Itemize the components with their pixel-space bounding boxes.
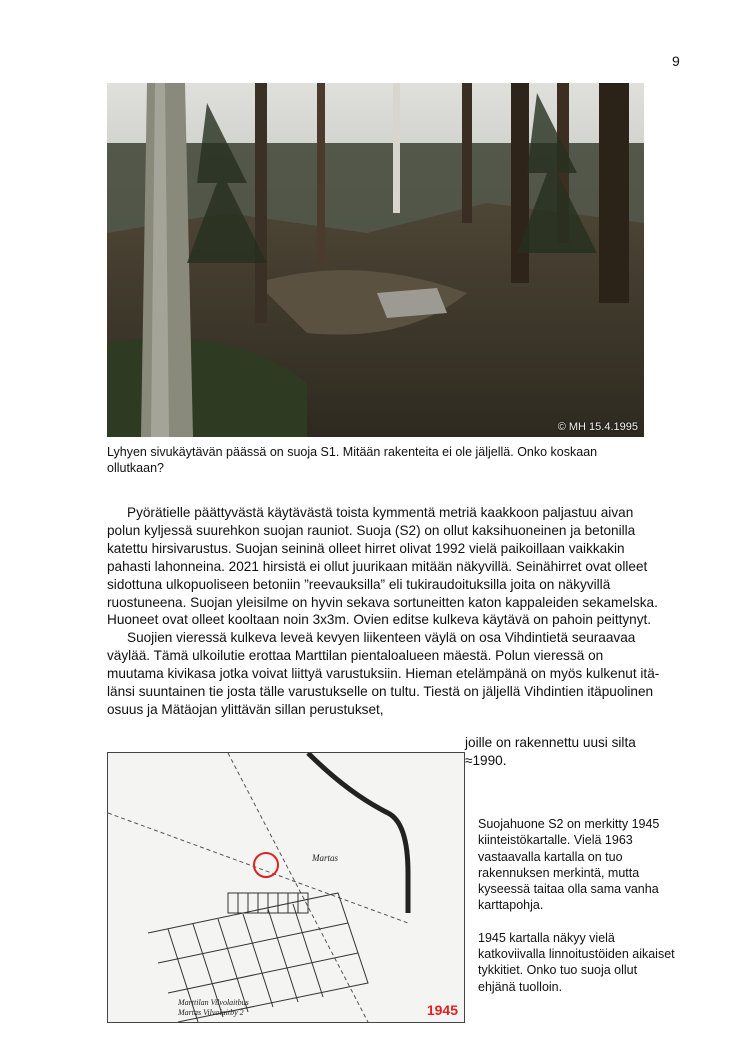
map-label-lower-2: Martas Vilvolaitby 2 bbox=[178, 1008, 244, 1017]
map-label-lower-1: Marttilan Vilvolaitbus bbox=[178, 998, 249, 1007]
map-year-label: 1945 bbox=[426, 1002, 458, 1018]
map-side-note bbox=[478, 816, 678, 1011]
page-number: 9 bbox=[672, 53, 680, 69]
photo-caption: Lyhyen sivukäytävän päässä on suoja S1. Mitään rakenteita ei ole jäljellä. Onko koskaan ollutkaan? bbox=[107, 445, 598, 475]
forest-photo bbox=[107, 83, 644, 437]
map-illustration bbox=[108, 753, 464, 1022]
article-body bbox=[107, 504, 663, 719]
side-note-paragraph-2: 1945 kartalla näkyy vielä katkoviivalla linnoitustöiden aikaiset tykkitiet. Onko tuo suoja ollut ehjänä tuolloin. bbox=[478, 930, 675, 994]
body-paragraph-2-tail: joille on rakennettu uusi silta ≈1990. bbox=[465, 735, 636, 768]
map-1945 bbox=[107, 752, 465, 1023]
body-paragraph-1: Pyörätielle päättyvästä käytävästä toista kymmentä metriä kaakkoon paljastuu aivan polun kyljessä suurehkon suojan rauniot. Suoja (S2) on ollut kaksihuoneinen ja betonilla katettu hirsivarustus. Suojan seininä olleet hirret olivat 1992 vielä paikoillaan vaikkakin pahasti lahonneina. 2021 hirsistä ei ollut juurikaan mitään näkyvillä. Seinähirret ovat olleet sidottuna ulkopuoliseen betoniin ”reevauksilla” eli tukiraudoituksilla joita on näkyvillä ruostuneena. Suojan yleisilme on hyvin sekava sortuneitten katon kappaleiden sekamelska. Huoneet ovat olleet kooltaan noin 3x3m. Ovien editse kulkeva käytävä on pahoin peittynyt. bbox=[107, 505, 658, 628]
photo-credit: © MH 15.4.1995 bbox=[557, 421, 638, 433]
map-label-martas: Martas bbox=[312, 853, 339, 863]
forest-photo-illustration bbox=[107, 83, 644, 437]
body-paragraph-2: Suojien vieressä kulkeva leveä kevyen liikenteen väylä on osa Vihdintietä seuraavaa väylää. Tämä ulkoilutie erottaa Marttilan pientaloalueen mäestä. Polun vieressä on muutama kivikasa jotka voivat liittyä varustuksiin. Hieman etelämpänä on myös kulkenut itä-länsi suuntainen tie josta tälle varustukselle on tultu. Tiestä on jäljellä Vihdintien itäpuolinen osuus ja Mätäojan ylittävän sillan perustukset, bbox=[107, 630, 660, 717]
side-note-paragraph-1: Suojahuone S2 on merkitty 1945 kiinteistökartalle. Vielä 1963 vastaavalla kartalla on tuo rakennuksen merkintä, mutta kyseessä taitaa olla sama vanha karttapohja. bbox=[478, 817, 660, 913]
